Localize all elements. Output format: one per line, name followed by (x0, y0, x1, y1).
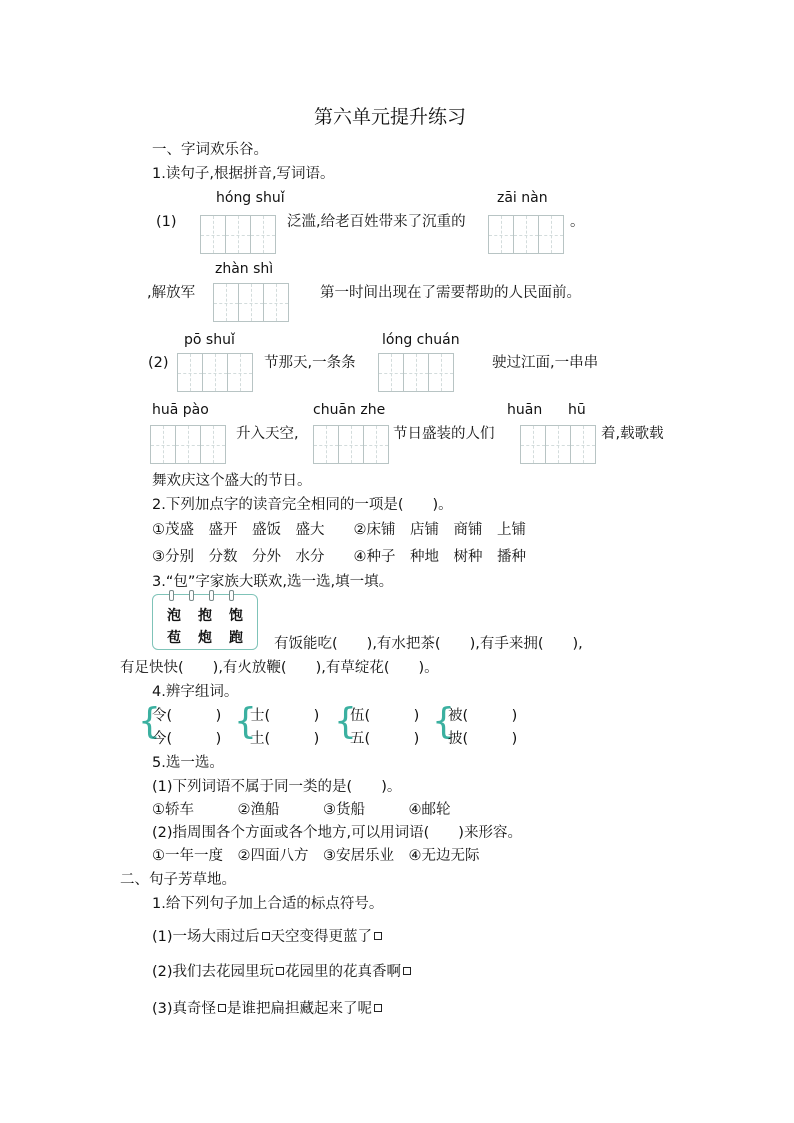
brace-icon: { (334, 701, 357, 742)
character: 苞 (167, 630, 181, 646)
label-1: (1) (156, 214, 177, 230)
sentence-part: (1)一场大雨过后 (152, 929, 260, 945)
writing-grid-chuanzhe[interactable] (313, 425, 389, 464)
sentence-part: 天空变得更蓝了 (270, 929, 373, 945)
pinyin-zainan: zāi nàn (497, 190, 548, 206)
writing-grid-huapao[interactable] (150, 425, 226, 464)
question-5-2-options: ①一年一度 ②四面八方 ③安居乐业 ④无边无际 (152, 848, 480, 864)
brace-icon: { (432, 701, 455, 742)
sentence-text: 舞欢庆这个盛大的节日。 (152, 473, 312, 489)
question-4: 4.辨字组词。 (152, 684, 239, 700)
question-1: 1.读句子,根据拼音,写词语。 (152, 166, 335, 182)
question-3: 3.“包”字家族大联欢,选一选,填一填。 (152, 574, 394, 590)
character: 跑 (229, 630, 243, 646)
writing-grid-huanhu[interactable] (520, 425, 596, 464)
pinyin-hongshui: hóng shuǐ (216, 190, 285, 206)
question-2-options-b: ③分别 分数 分外 水分 ④种子 种地 树种 播种 (152, 549, 526, 565)
label-2: (2) (148, 355, 169, 371)
word-pair-item: 士( ) (250, 708, 320, 724)
blank-box[interactable] (218, 1004, 226, 1012)
pinyin-hu: hū (568, 402, 586, 418)
pinyin-zhanshi: zhàn shì (215, 261, 274, 277)
pinyin-poshui: pō shuǐ (184, 332, 235, 348)
word-pair-item: 令( ) (152, 708, 222, 724)
sentence-text: 泛滥,给老百姓带来了沉重的 (287, 214, 466, 230)
question-2-options-a: ①茂盛 盛开 盛饭 盛大 ②床铺 店铺 商铺 上铺 (152, 522, 526, 538)
sentence-text: 着,载歌载 (601, 426, 664, 442)
punctuation-sentence-2 (152, 965, 412, 980)
sentence-text: 升入天空, (236, 426, 299, 442)
sentence-text: ,解放军 (147, 285, 196, 301)
card-ring (229, 590, 234, 601)
question-3-line-1: 有饭能吃( ),有水把茶( ),有手来拥( ), (274, 636, 583, 652)
brace-icon: { (234, 701, 257, 742)
writing-grid-longchuan[interactable] (378, 353, 454, 392)
question-5-2: (2)指周围各个方面或各个地方,可以用词语( )来形容。 (152, 825, 522, 841)
sentence-text: 节那天,一条条 (264, 355, 356, 371)
sentence-part: (3)真奇怪 (152, 1001, 217, 1017)
pinyin-chuanzhe: chuān zhe (313, 402, 386, 418)
question-5-1: (1)下列词语不属于同一类的是( )。 (152, 779, 402, 795)
writing-grid-poshui[interactable] (177, 353, 253, 392)
pinyin-huan: huān (507, 402, 543, 418)
blank-box[interactable] (374, 1004, 382, 1012)
section-2-question-1: 1.给下列句子加上合适的标点符号。 (152, 896, 384, 912)
character-card (152, 594, 258, 650)
word-pair-item: 今( ) (152, 731, 222, 747)
writing-grid-zhanshi[interactable] (213, 283, 289, 322)
blank-box[interactable] (262, 932, 270, 940)
blank-box[interactable] (403, 967, 411, 975)
sentence-text: 节日盛装的人们 (393, 426, 495, 442)
writing-grid-zainan[interactable] (488, 215, 564, 254)
section-1-heading: 一、字词欢乐谷。 (152, 142, 268, 158)
character: 抱 (198, 608, 212, 624)
sentence-text: 驶过江面,一串串 (492, 355, 599, 371)
sentence-text: 第一时间出现在了需要帮助的人民面前。 (320, 285, 581, 301)
sentence-text: 。 (570, 214, 585, 230)
blank-box[interactable] (374, 932, 382, 940)
punctuation-sentence-3 (152, 1002, 383, 1017)
word-pair-item: 披( ) (448, 731, 518, 747)
section-2-heading: 二、句子芳草地。 (120, 872, 236, 888)
question-3-line-2: 有足快快( ),有火放鞭( ),有草绽花( )。 (120, 660, 439, 676)
pinyin-huapao: huā pào (152, 402, 209, 418)
word-pair-item: 五( ) (350, 731, 420, 747)
page-title: 第六单元提升练习 (314, 106, 467, 128)
character: 泡 (167, 608, 181, 624)
sentence-part: (2)我们去花园里玩 (152, 964, 275, 980)
pinyin-longchuan: lóng chuán (382, 332, 460, 348)
card-ring (209, 590, 214, 601)
word-pair-item: 伍( ) (350, 708, 420, 724)
sentence-part: 花园里的花真香啊 (285, 964, 402, 980)
word-pair-item: 被( ) (448, 708, 518, 724)
character: 饱 (229, 608, 243, 624)
writing-grid-hongshui[interactable] (200, 215, 276, 254)
question-5: 5.选一选。 (152, 755, 224, 771)
punctuation-sentence-1 (152, 930, 383, 945)
blank-box[interactable] (276, 967, 284, 975)
card-ring (189, 590, 194, 601)
sentence-part: 是谁把扁担藏起来了呢 (227, 1001, 373, 1017)
word-pair-item: 土( ) (250, 731, 320, 747)
question-5-1-options: ①轿车 ②渔船 ③货船 ④邮轮 (152, 802, 451, 818)
character: 炮 (198, 630, 212, 646)
brace-icon: { (138, 701, 161, 742)
question-2: 2.下列加点字的读音完全相同的一项是( )。 (152, 497, 453, 513)
card-ring (169, 590, 174, 601)
